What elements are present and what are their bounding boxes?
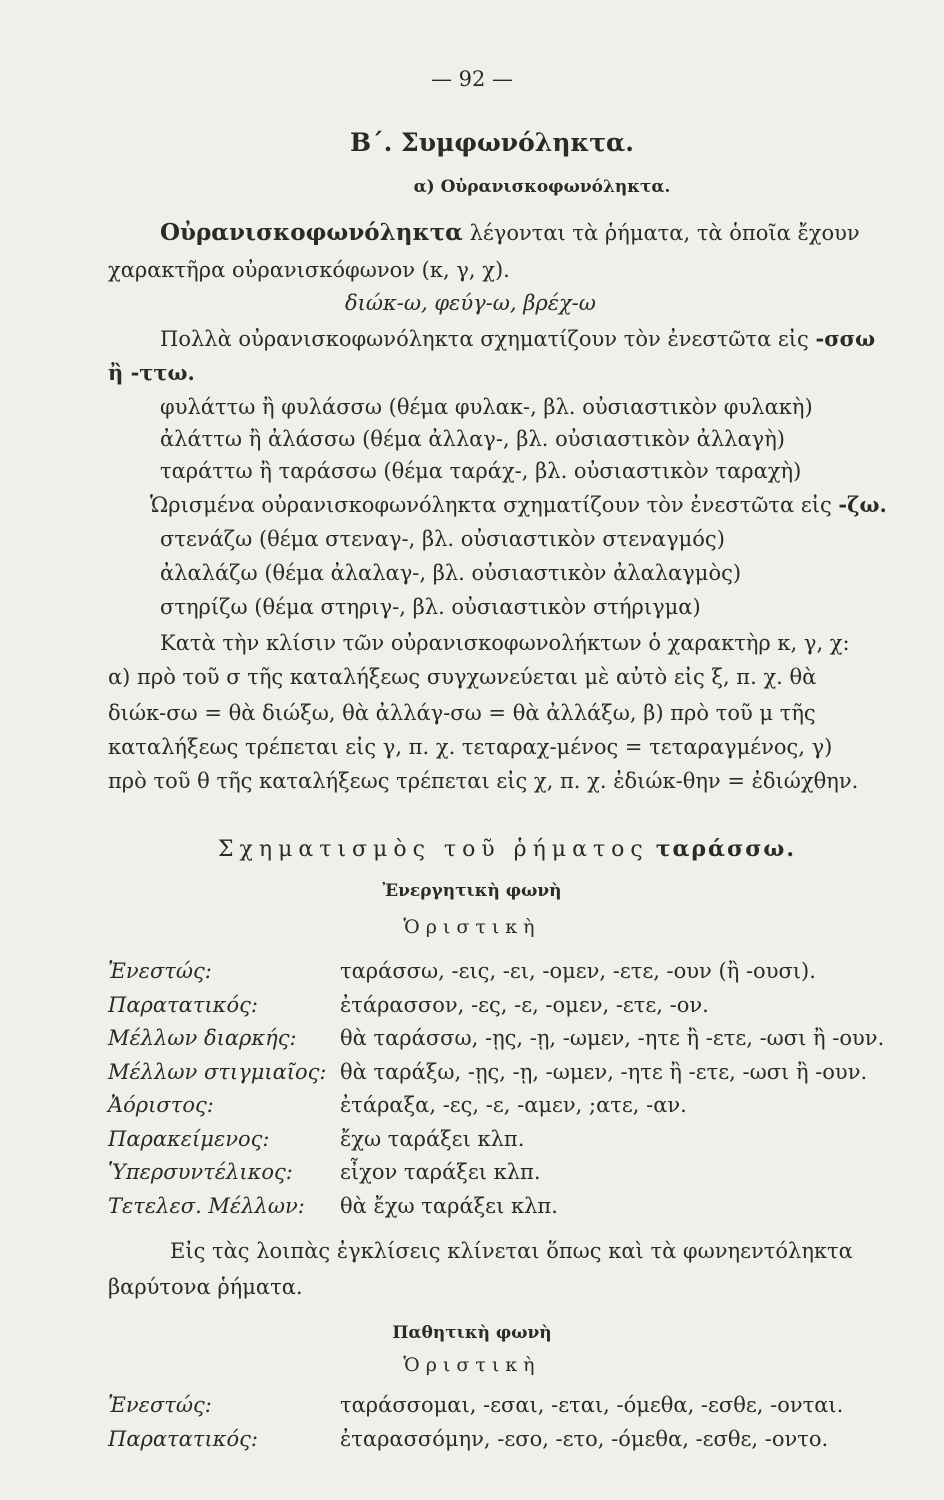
tense-forms: θὰ ἔχω ταράξει κλπ.: [340, 1193, 558, 1218]
rule2-line: [150, 490, 887, 520]
tense-label: Παρακείμενος:: [108, 1126, 270, 1151]
tense-forms: ἔχω ταράξει κλπ.: [340, 1126, 525, 1151]
other-moods-line: βαρύτονα ῥήματα.: [108, 1275, 303, 1299]
subsection-title: α) Οὐρανισκοφωνόληκτα.: [413, 177, 671, 197]
tense-forms: ταράσσω, -εις, -ει, -ομεν, -ετε, -ουν (ἢ -ουσι).: [340, 959, 816, 983]
conjugation-title-prefix: Σχηματισμὸς τοῦ ῥήματος: [218, 837, 649, 862]
tense-label: Ἀόριστος:: [108, 1093, 214, 1117]
inflection-line: α) πρὸ τοῦ σ τῆς καταλήξεως συγχωνεύεται μὲ αὐτὸ εἰς ξ, π. χ. θὰ: [108, 665, 817, 689]
conjugation-title: [218, 834, 796, 865]
rule1-text: Πολλὰ οὐρανισκοφωνόληκτα σχηματίζουν τὸν ἐνεστῶτα εἰς: [160, 327, 809, 351]
tense-label: Παρατατικός:: [108, 1427, 258, 1451]
tense-label: Ὑπερσυντέλικος:: [108, 1160, 293, 1184]
section-title: Β΄. Συμφωνόληκτα.: [349, 128, 634, 157]
rule1-ending: -σσω: [815, 326, 876, 351]
tense-label: Ἐνεστώς:: [108, 959, 212, 983]
intro-examples: διώκ-ω, φεύγ-ω, βρέχ-ω: [345, 291, 596, 315]
tense-label: Ἐνεστώς:: [108, 1393, 212, 1417]
example1-line: ἀλάττω ἢ ἀλάσσω (θέμα ἀλλαγ-, βλ. οὐσιαστικὸν ἀλλαγὴ): [160, 427, 785, 451]
inflection-line: καταλήξεως τρέπεται εἰς γ, π. χ. τεταραχ-μένος = τεταραγμένος, γ): [108, 735, 833, 759]
rule2-ending: -ζω.: [838, 492, 887, 517]
intro-line-1: [160, 218, 860, 248]
inflection-line: διώκ-σω = θὰ διώξω, θὰ ἀλλάγ-σω = θὰ ἀλλάξω, β) πρὸ τοῦ μ τῆς: [108, 701, 816, 725]
tense-forms: ταράσσομαι, -εσαι, -εται, -όμεθα, -εσθε, -ονται.: [340, 1393, 844, 1417]
tense-label: Τετελεσ. Μέλλων:: [108, 1193, 305, 1218]
inflection-line: Κατὰ τὴν κλίσιν τῶν οὐρανισκοφωνολήκτων ὁ χαρακτὴρ κ, γ, χ:: [160, 631, 850, 655]
intro-line-2: χαρακτῆρα οὐρανισκόφωνον (κ, γ, χ).: [108, 258, 510, 282]
tense-forms: ἐτάραξα, -ες, -ε, -αμεν, ;ατε, -αν.: [340, 1093, 687, 1117]
conjugation-title-verb: ταράσσω.: [655, 836, 797, 862]
tense-label: Μέλλων στιγμιαῖος:: [108, 1059, 327, 1084]
intro-term: Οὐρανισκοφωνόληκτα: [160, 219, 463, 246]
example1-line: ταράττω ἢ ταράσσω (θέμα ταράχ-, βλ. οὐσιαστικὸν ταραχὴ): [160, 459, 802, 483]
tense-forms: θὰ ταράξω, -ῃς, -ῃ, -ωμεν, -ητε ἢ -ετε, -ωσι ἢ -ουν.: [340, 1059, 868, 1084]
active-voice-heading: Ἐνεργητικὴ φωνὴ: [382, 881, 562, 901]
tense-forms: εἶχον ταράξει κλπ.: [340, 1160, 541, 1184]
example2-line: στενάζω (θέμα στεναγ-, βλ. οὐσιαστικὸν στεναγμός): [160, 527, 725, 551]
inflection-line: πρὸ τοῦ θ τῆς καταλήξεως τρέπεται εἰς χ, π. χ. ἐδιώκ-θην = ἐδιώχθην.: [108, 769, 859, 793]
example2-line: στηρίζω (θέμα στηριγ-, βλ. οὐσιαστικὸν στήριγμα): [160, 595, 701, 619]
page-number: — 92 —: [430, 67, 514, 91]
rule1-line-2: ἢ -ττω.: [108, 360, 195, 385]
tense-label: Παρατατικός:: [108, 992, 258, 1017]
tense-forms: θὰ ταράσσω, -ῃς, -ῃ, -ωμεν, -ητε ἢ -ετε, -ωσι ἢ -ουν.: [340, 1026, 885, 1050]
tense-forms: ἐτάρασσον, -ες, -ε, -ομεν, -ετε, -ον.: [340, 992, 709, 1017]
example1-line: φυλάττω ἢ φυλάσσω (θέμα φυλακ-, βλ. οὐσιαστικὸν φυλακὴ): [160, 395, 813, 419]
rule1-line-1: [160, 324, 875, 354]
intro-line-1-rest: λέγονται τὰ ῥήματα, τὰ ὁποῖα ἔχουν: [469, 221, 860, 245]
passive-indicative-heading: Ὁριστικὴ: [403, 1354, 541, 1376]
tense-forms: ἐταρασσόμην, -εσο, -ετο, -όμεθα, -εσθε, -οντο.: [340, 1427, 829, 1451]
tense-label: Μέλλων διαρκής:: [108, 1026, 297, 1050]
other-moods-line: Εἰς τὰς λοιπὰς ἐγκλίσεις κλίνεται ὅπως καὶ τὰ φωνηεντόληκτα: [170, 1239, 853, 1263]
active-indicative-heading: Ὁριστικὴ: [403, 916, 541, 938]
rule2-text: Ὡρισμένα οὐρανισκοφωνόληκτα σχηματίζουν τὸν ἐνεστῶτα εἰς: [150, 493, 832, 517]
example2-line: ἀλαλάζω (θέμα ἀλαλαγ-, βλ. οὐσιαστικὸν ἀλαλαγμὸς): [160, 561, 742, 585]
passive-voice-heading: Παθητικὴ φωνὴ: [392, 1323, 552, 1343]
